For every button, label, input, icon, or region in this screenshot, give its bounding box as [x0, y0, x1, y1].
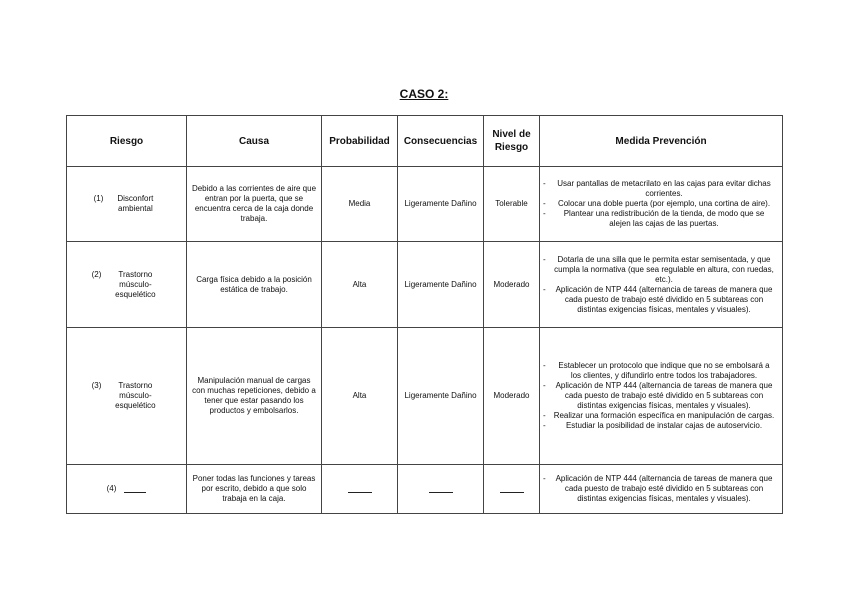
header-row — [67, 116, 783, 167]
measure-item: - Aplicación de NTP 444 (alternancia de tareas de manera que cada puesto de trabajo esté dividido en 5 subtareas con distintas exigencias físicas, mentales y visuales). — [543, 381, 779, 411]
measure-item: - Colocar una doble puerta (por ejemplo, una cortina de aire). — [543, 199, 779, 209]
header-consecuencias: Consecuencias — [398, 116, 484, 167]
measure-item: - Estudiar la posibilidad de instalar cajas de autoservicio. — [543, 421, 779, 431]
causa-cell: Carga física debido a la posición estática de trabajo. — [187, 242, 322, 328]
measure-item: - Aplicación de NTP 444 (alternancia de tareas de manera que cada puesto de trabajo esté dividido en 5 subtareas con distintas exigencias físicas, mentales y visuales). — [543, 285, 779, 315]
table-row — [67, 242, 783, 328]
riesgo-text: Trastorno músculo-esquelético — [115, 381, 156, 410]
nivel-cell: Tolerable — [484, 167, 540, 242]
riesgo-cell — [67, 465, 187, 514]
blank-line — [429, 484, 453, 493]
riesgo-text: Trastorno músculo-esquelético — [115, 269, 156, 299]
measure-item: - Dotarla de una silla que le permita estar semisentada, y que cumpla la normativa (que sea regulable en altura, con ruedas, etc.). — [543, 255, 779, 285]
table-row — [67, 167, 783, 242]
blank-line — [348, 484, 372, 493]
row-number: (2) — [91, 269, 102, 279]
consecuencias-cell: Ligeramente Dañino — [398, 167, 484, 242]
riesgo-cell — [67, 242, 187, 328]
riesgo-cell — [67, 167, 187, 242]
probabilidad-cell: Media — [322, 167, 398, 242]
document-title: CASO 2: — [399, 87, 449, 101]
probabilidad-cell — [322, 465, 398, 514]
medidas-cell — [540, 465, 783, 514]
consecuencias-cell — [398, 465, 484, 514]
measures-list — [543, 179, 779, 229]
nivel-cell: Moderado — [484, 242, 540, 328]
measures-list — [543, 361, 779, 431]
blank-line — [500, 484, 524, 493]
nivel-cell: Moderado — [484, 328, 540, 465]
measure-item: - Plantear una redistribución de la tienda, de modo que se alejen las cajas de las puertas. — [543, 209, 779, 229]
header-probabilidad: Probabilidad — [322, 116, 398, 167]
riesgo-cell — [67, 328, 187, 465]
medidas-cell — [540, 167, 783, 242]
header-causa: Causa — [187, 116, 322, 167]
table-row — [67, 465, 783, 514]
header-nivel-line2: Riesgo — [494, 142, 529, 153]
measure-item: - Establecer un protocolo que indique que no se embolsará a los clientes, y difundirlo entre todos los trabajadores. — [543, 361, 779, 381]
header-nivel-riesgo — [484, 116, 540, 167]
row-number: (1) — [93, 194, 104, 203]
table-row — [67, 328, 783, 465]
measures-list — [543, 255, 779, 315]
causa-cell: Poner todas las funciones y tareas por escrito, debido a que solo trabaja en la caja. — [187, 465, 322, 514]
consecuencias-cell: Ligeramente Dañino — [398, 328, 484, 465]
causa-cell: Manipulación manual de cargas con muchas repeticiones, debido a tener que estar pasando los productos y embolsarlos. — [187, 328, 322, 465]
measure-item: - Aplicación de NTP 444 (alternancia de tareas de manera que cada puesto de trabajo esté dividido en 5 subtareas con distintas exigencias físicas, mentales y visuales). — [543, 474, 779, 504]
header-medida: Medida Prevención — [540, 116, 783, 167]
measures-list — [543, 474, 779, 504]
row-number: (4) — [106, 484, 117, 493]
medidas-cell — [540, 328, 783, 465]
risk-table — [66, 115, 783, 514]
nivel-cell — [484, 465, 540, 514]
probabilidad-cell: Alta — [322, 328, 398, 465]
consecuencias-cell: Ligeramente Dañino — [398, 242, 484, 328]
blank-line — [124, 484, 146, 493]
probabilidad-cell: Alta — [322, 242, 398, 328]
header-nivel-line1: Nivel de — [492, 129, 531, 140]
header-riesgo: Riesgo — [67, 116, 187, 167]
causa-cell: Debido a las corrientes de aire que entran por la puerta, que se encuentra cerca de la caja donde trabaja. — [187, 167, 322, 242]
riesgo-text: Disconfort ambiental — [117, 194, 154, 213]
medidas-cell — [540, 242, 783, 328]
measure-item: - Usar pantallas de metacrilato en las cajas para evitar dichas corrientes. — [543, 179, 779, 199]
measure-item: - Realizar una formación específica en manipulación de cargas. — [543, 411, 779, 421]
row-number: (3) — [91, 381, 102, 390]
